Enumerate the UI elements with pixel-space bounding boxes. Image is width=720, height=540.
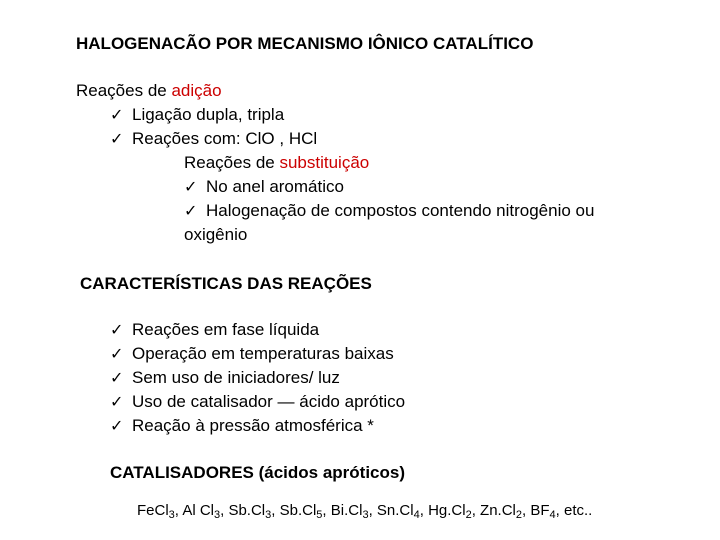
check-icon: ✓ <box>110 344 124 363</box>
characteristic-label: Operação em temperaturas baixas <box>132 344 394 363</box>
catalysts-heading: CATALISADORES (ácidos apróticos) <box>110 463 406 482</box>
catalyst-formula: $Zn.Cl_2$, <box>480 502 531 521</box>
substitution-item-label: Halogenação de compostos contendo nitrogênio ou <box>206 201 595 220</box>
characteristic-label: Reações em fase líquida <box>132 320 320 339</box>
addition-item <box>110 103 284 127</box>
catalyst-formula: $Sb.Cl_3$, <box>228 502 280 521</box>
catalyst-formula-list <box>137 499 592 523</box>
addition-item-label: Ligação dupla, tripla <box>132 105 285 124</box>
check-icon: ✓ <box>184 177 198 196</box>
check-icon: ✓ <box>110 320 124 339</box>
substitution-item-label: No anel aromático <box>206 177 344 196</box>
substitution-highlight: substituição <box>279 153 370 172</box>
characteristic-item <box>110 414 374 438</box>
addition-prefix: Reações de <box>76 81 172 100</box>
addition-highlight: adição <box>171 81 222 100</box>
characteristic-item <box>110 342 394 366</box>
catalyst-formula: $Sb.Cl_5$, <box>279 502 331 521</box>
catalyst-formula: FeCl$_3$, <box>137 502 183 521</box>
check-icon: ✓ <box>110 105 124 124</box>
substitution-prefix: Reações de <box>184 153 280 172</box>
catalyst-formula: $Bi.Cl_3$, <box>330 502 377 521</box>
check-icon: ✓ <box>110 392 124 411</box>
catalyst-tail: etc.. <box>564 502 593 519</box>
characteristic-label: Uso de catalisador — ácido aprótico <box>132 392 406 411</box>
characteristics-heading: CARACTERÍSTICAS DAS REAÇÕES <box>80 274 372 293</box>
characteristic-label: Sem uso de iniciadores/ luz <box>132 368 340 387</box>
substitution-item <box>184 199 594 223</box>
substitution-continuation: oxigênio <box>184 225 248 244</box>
slide-title: HALOGENACÃO POR MECANISMO IÔNICO CATALÍTICO <box>76 34 534 53</box>
characteristic-label: Reação à pressão atmosférica * <box>132 416 374 435</box>
addition-item-label: Reações com: ClO , HCl <box>132 129 318 148</box>
check-icon: ✓ <box>110 416 124 435</box>
catalyst-formula: $Hg.Cl_2$, <box>428 502 481 521</box>
addition-heading <box>76 79 222 103</box>
check-icon: ✓ <box>184 201 198 220</box>
characteristic-item <box>110 366 340 390</box>
characteristic-item <box>110 318 319 342</box>
characteristic-item <box>110 390 405 414</box>
catalyst-formula: $Sn.Cl_4$, <box>376 502 429 521</box>
check-icon: ✓ <box>110 368 124 387</box>
substitution-heading <box>184 151 369 175</box>
addition-item <box>110 127 317 151</box>
substitution-item <box>184 175 344 199</box>
check-icon: ✓ <box>110 129 124 148</box>
catalyst-formula: Al $Cl_3$, <box>182 502 229 521</box>
catalyst-formula: $BF_4$, <box>530 502 564 521</box>
